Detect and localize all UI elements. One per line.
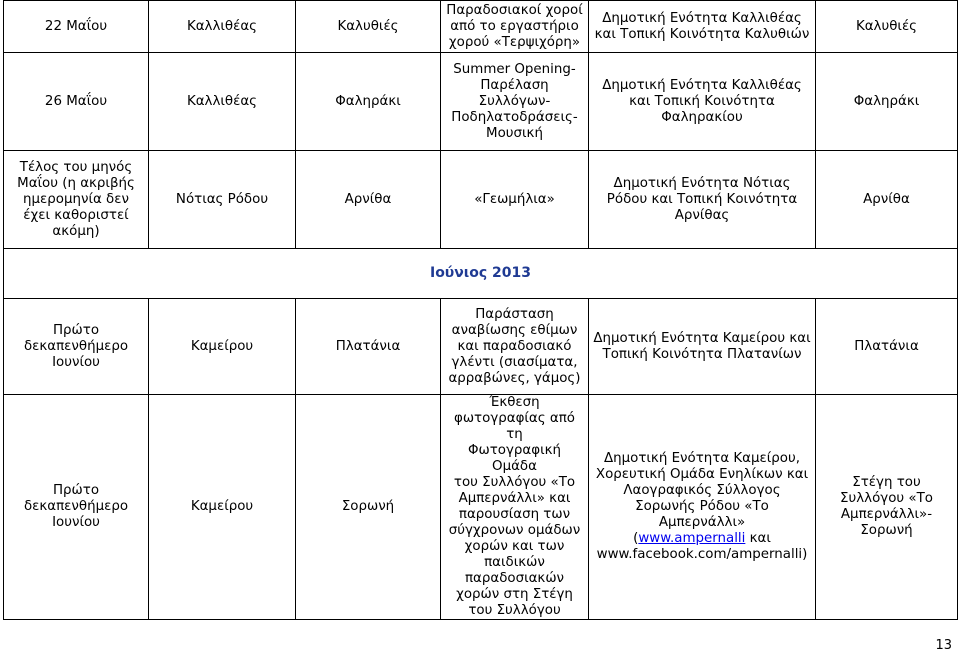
municipality-cell: Καλλιθέας	[149, 53, 296, 151]
date-cell: Τέλος του μηνός Μαΐου (η ακριβής ημερομηνία δεν έχει καθοριστεί ακόμη)	[4, 151, 149, 249]
municipality-cell: Καλλιθέας	[149, 1, 296, 53]
venue-cell: Αρνίθα	[816, 151, 958, 249]
venue-cell: Πλατάνια	[816, 299, 958, 395]
event-cell: Summer Opening- Παρέλαση Συλλόγων- Ποδηλατοδράσεις- Μουσική	[441, 53, 589, 151]
date-cell: 22 Μαΐου	[4, 1, 149, 53]
organizer-cell: Δημοτική Ενότητα Νότιας Ρόδου και Τοπική Κοινότητα Αρνίθας	[589, 151, 816, 249]
date-cell: 26 Μαΐου	[4, 53, 149, 151]
municipality-cell: Καμείρου	[149, 395, 296, 620]
organizer-cell: Δημοτική Ενότητα Καλλιθέας και Τοπική Κοινότητα Φαληρακίου	[589, 53, 816, 151]
date-cell: Πρώτο δεκαπενθήμερο Ιουνίου	[4, 395, 149, 620]
event-cell: Παραδοσιακοί χοροί από το εργαστήριο χορού «Τερψιχόρη»	[441, 1, 589, 53]
event-cell: Έκθεση φωτογραφίας από τη Φωτογραφική Ομάδα του Συλλόγου «Το Αμπερνάλλι» και παρουσίαση των σύγχρονων ομάδων χορών και των παιδικών παραδοσιακών χορών στη Στέγη του Συλλόγου	[441, 395, 589, 620]
table-row	[4, 395, 958, 620]
table-row	[4, 1, 958, 53]
organizer-cell: Δημοτική Ενότητα Καλλιθέας και Τοπική Κοινότητα Καλυθιών	[589, 1, 816, 53]
organizer-cell: Δημοτική Ενότητα Καμείρου και Τοπική Κοινότητα Πλατανίων	[589, 299, 816, 395]
ampernalli-website-link[interactable]: www.ampernalli	[638, 531, 746, 546]
event-cell: Παράσταση αναβίωσης εθίμων και παραδοσιακό γλέντι (σιασίματα, αρραβώνες, γάμος)	[441, 299, 589, 395]
place-cell: Πλατάνια	[296, 299, 441, 395]
venue-cell: Στέγη του Συλλόγου «Το Αμπερνάλλι»- Σορωνή	[816, 395, 958, 620]
place-cell: Σορωνή	[296, 395, 441, 620]
place-cell: Αρνίθα	[296, 151, 441, 249]
venue-cell: Φαληράκι	[816, 53, 958, 151]
organizer-cell: Δημοτική Ενότητα Καμείρου, Χορευτική Ομάδα Ενηλίκων και Λαογραφικός Σύλλογος Σορωνής Ρόδου «Το Αμπερνάλλι» (www.ampernalli και www.facebook.com/ampernalli)	[589, 395, 816, 620]
table-row	[4, 299, 958, 395]
municipality-cell: Καμείρου	[149, 299, 296, 395]
page-number: 13	[935, 638, 952, 653]
table-row	[4, 53, 958, 151]
place-cell: Καλυθιές	[296, 1, 441, 53]
table-row	[4, 151, 958, 249]
date-cell: Πρώτο δεκαπενθήμερο Ιουνίου	[4, 299, 149, 395]
month-heading-row	[4, 249, 958, 299]
event-cell: «Γεωμήλια»	[441, 151, 589, 249]
municipality-cell: Νότιας Ρόδου	[149, 151, 296, 249]
month-heading	[4, 249, 958, 299]
venue-cell: Καλυθιές	[816, 1, 958, 53]
month-heading-text: Ιούνιος 2013	[429, 265, 532, 281]
place-cell: Φαληράκι	[296, 53, 441, 151]
events-table	[3, 0, 958, 620]
